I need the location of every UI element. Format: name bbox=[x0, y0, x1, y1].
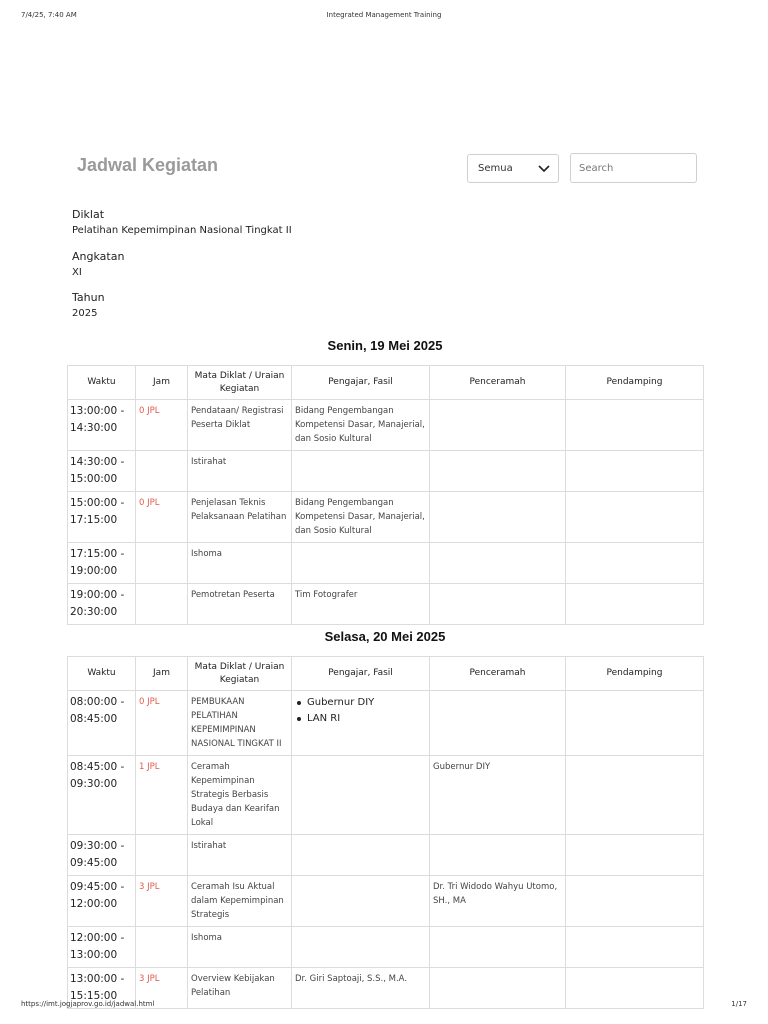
penceramah-cell bbox=[430, 691, 566, 756]
table-row bbox=[68, 492, 704, 543]
pengajar-cell: Dr. Giri Saptoaji, S.S., M.A. bbox=[292, 968, 430, 1009]
pendamping-cell bbox=[566, 543, 704, 584]
kegiatan-cell: Ceramah Isu Aktual dalam Kepemimpinan Strategis bbox=[188, 876, 292, 927]
penceramah-cell bbox=[430, 927, 566, 968]
kegiatan-cell: PEMBUKAAN PELATIHAN KEPEMIMPINAN NASIONAL TINGKAT II bbox=[188, 691, 292, 756]
col-header-kegiatan: Mata Diklat / Uraian Kegiatan bbox=[188, 657, 292, 691]
jpl-cell: 0 JPL bbox=[136, 492, 188, 543]
time-cell: 15:00:00 - 17:15:00 bbox=[68, 492, 136, 543]
schedule-table bbox=[67, 365, 704, 625]
pendamping-cell bbox=[566, 451, 704, 492]
pengajar-cell bbox=[292, 927, 430, 968]
col-header-jam: Jam bbox=[136, 657, 188, 691]
jpl-cell: 0 JPL bbox=[136, 691, 188, 756]
pengajar-cell bbox=[292, 876, 430, 927]
col-header-penceramah: Penceramah bbox=[430, 657, 566, 691]
chevron-down-icon bbox=[538, 165, 550, 173]
day-title: Senin, 19 Mei 2025 bbox=[327, 338, 443, 353]
col-header-pendamping: Pendamping bbox=[566, 366, 704, 400]
print-datetime: 7/4/25, 7:40 AM bbox=[21, 11, 77, 19]
kegiatan-cell: Pendataan/ Registrasi Peserta Diklat bbox=[188, 400, 292, 451]
table-row bbox=[68, 400, 704, 451]
pendamping-cell bbox=[566, 756, 704, 835]
table-row bbox=[68, 927, 704, 968]
print-url: https://imt.jogjaprov.go.id/jadwal.html bbox=[21, 1000, 155, 1008]
pengajar-cell bbox=[292, 691, 430, 756]
pengajar-cell bbox=[292, 835, 430, 876]
angkatan-value: XI bbox=[72, 267, 82, 278]
pengajar-cell: Bidang Pengembangan Kompetensi Dasar, Manajerial, dan Sosio Kultural bbox=[292, 400, 430, 451]
table-row bbox=[68, 835, 704, 876]
filter-selected-value: Semua bbox=[478, 163, 513, 174]
table-row bbox=[68, 691, 704, 756]
pendamping-cell bbox=[566, 835, 704, 876]
kegiatan-cell: Ishoma bbox=[188, 927, 292, 968]
pendamping-cell bbox=[566, 400, 704, 451]
diklat-value: Pelatihan Kepemimpinan Nasional Tingkat II bbox=[72, 225, 292, 236]
table-row bbox=[68, 451, 704, 492]
kegiatan-cell: Istirahat bbox=[188, 451, 292, 492]
table-row bbox=[68, 584, 704, 625]
pendamping-cell bbox=[566, 691, 704, 756]
print-title: Integrated Management Training bbox=[326, 11, 442, 19]
table-header-row bbox=[68, 657, 704, 691]
table-row bbox=[68, 756, 704, 835]
print-header bbox=[21, 11, 747, 23]
col-header-waktu: Waktu bbox=[68, 366, 136, 400]
col-header-waktu: Waktu bbox=[68, 657, 136, 691]
jpl-cell: 3 JPL bbox=[136, 876, 188, 927]
jpl-cell bbox=[136, 927, 188, 968]
penceramah-cell: Gubernur DIY bbox=[430, 756, 566, 835]
pendamping-cell bbox=[566, 492, 704, 543]
kegiatan-cell: Ishoma bbox=[188, 543, 292, 584]
col-header-kegiatan: Mata Diklat / Uraian Kegiatan bbox=[188, 366, 292, 400]
tahun-value: 2025 bbox=[72, 308, 98, 319]
pengajar-cell: Bidang Pengembangan Kompetensi Dasar, Manajerial, dan Sosio Kultural bbox=[292, 492, 430, 543]
penceramah-cell bbox=[430, 400, 566, 451]
pengajar-cell bbox=[292, 756, 430, 835]
print-page-number: 1/17 bbox=[731, 1000, 747, 1008]
angkatan-label: Angkatan bbox=[72, 250, 125, 263]
schedule-table bbox=[67, 656, 704, 1009]
penceramah-cell bbox=[430, 451, 566, 492]
tahun-label: Tahun bbox=[72, 291, 105, 304]
time-cell: 13:00:00 - 15:15:00 bbox=[68, 968, 136, 1009]
list-item: LAN RI bbox=[295, 711, 427, 727]
time-cell: 08:45:00 - 09:30:00 bbox=[68, 756, 136, 835]
jpl-cell bbox=[136, 835, 188, 876]
pengajar-cell bbox=[292, 451, 430, 492]
pengajar-list bbox=[295, 695, 427, 727]
penceramah-cell bbox=[430, 835, 566, 876]
page-title: Jadwal Kegiatan bbox=[77, 155, 219, 175]
pendamping-cell bbox=[566, 927, 704, 968]
jpl-cell bbox=[136, 451, 188, 492]
search-input[interactable] bbox=[570, 153, 697, 183]
jpl-cell: 3 JPL bbox=[136, 968, 188, 1009]
time-cell: 19:00:00 - 20:30:00 bbox=[68, 584, 136, 625]
print-footer bbox=[21, 1000, 747, 1010]
kegiatan-cell: Pemotretan Peserta bbox=[188, 584, 292, 625]
pendamping-cell bbox=[566, 584, 704, 625]
pengajar-cell bbox=[292, 543, 430, 584]
time-cell: 08:00:00 - 08:45:00 bbox=[68, 691, 136, 756]
col-header-jam: Jam bbox=[136, 366, 188, 400]
penceramah-cell bbox=[430, 492, 566, 543]
kegiatan-cell: Overview Kebijakan Pelatihan bbox=[188, 968, 292, 1009]
pengajar-cell: Tim Fotografer bbox=[292, 584, 430, 625]
table-header-row bbox=[68, 366, 704, 400]
list-item: Gubernur DIY bbox=[295, 695, 427, 711]
info-tahun bbox=[72, 290, 105, 322]
penceramah-cell bbox=[430, 584, 566, 625]
day-title: Selasa, 20 Mei 2025 bbox=[324, 629, 446, 644]
diklat-label: Diklat bbox=[72, 208, 105, 221]
table-row bbox=[68, 543, 704, 584]
col-header-penceramah: Penceramah bbox=[430, 366, 566, 400]
jpl-cell: 1 JPL bbox=[136, 756, 188, 835]
jpl-cell: 0 JPL bbox=[136, 400, 188, 451]
info-diklat bbox=[72, 207, 292, 239]
col-header-pengajar: Pengajar, Fasil bbox=[292, 657, 430, 691]
time-cell: 13:00:00 - 14:30:00 bbox=[68, 400, 136, 451]
time-cell: 12:00:00 - 13:00:00 bbox=[68, 927, 136, 968]
penceramah-cell: Dr. Tri Widodo Wahyu Utomo, SH., MA bbox=[430, 876, 566, 927]
kegiatan-cell: Ceramah Kepemimpinan Strategis Berbasis Budaya dan Kearifan Lokal bbox=[188, 756, 292, 835]
kegiatan-cell: Istirahat bbox=[188, 835, 292, 876]
table-row bbox=[68, 876, 704, 927]
time-cell: 14:30:00 - 15:00:00 bbox=[68, 451, 136, 492]
pendamping-cell bbox=[566, 876, 704, 927]
time-cell: 09:45:00 - 12:00:00 bbox=[68, 876, 136, 927]
filter-select[interactable] bbox=[467, 154, 559, 183]
jpl-cell bbox=[136, 584, 188, 625]
time-cell: 17:15:00 - 19:00:00 bbox=[68, 543, 136, 584]
info-angkatan bbox=[72, 249, 124, 281]
time-cell: 09:30:00 - 09:45:00 bbox=[68, 835, 136, 876]
penceramah-cell bbox=[430, 543, 566, 584]
col-header-pendamping: Pendamping bbox=[566, 657, 704, 691]
jpl-cell bbox=[136, 543, 188, 584]
kegiatan-cell: Penjelasan Teknis Pelaksanaan Pelatihan bbox=[188, 492, 292, 543]
col-header-pengajar: Pengajar, Fasil bbox=[292, 366, 430, 400]
